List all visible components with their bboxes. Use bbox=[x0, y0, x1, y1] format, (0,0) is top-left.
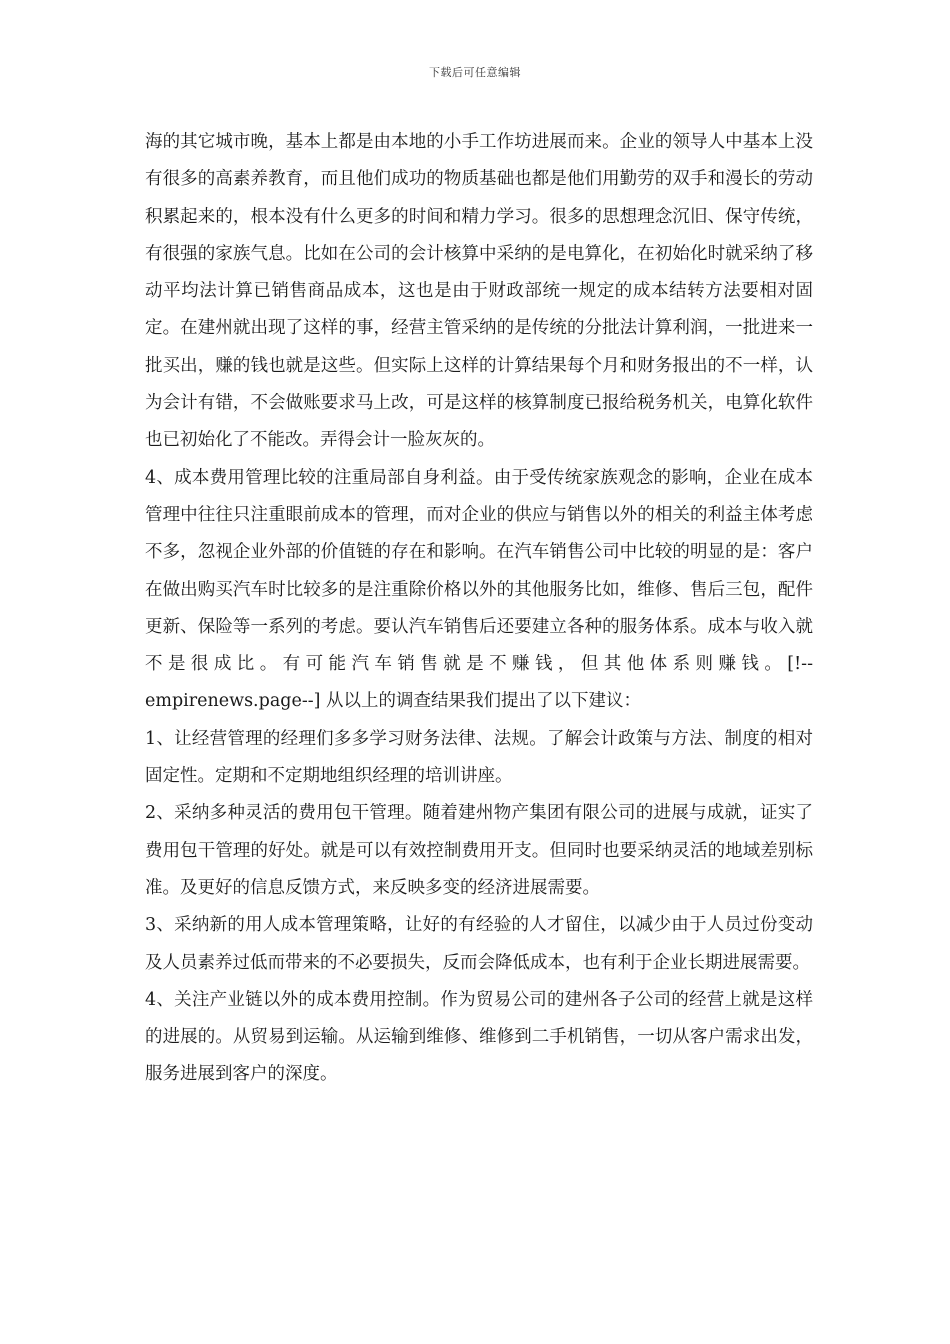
paragraph-point-4-cost-management: 4、成本费用管理比较的注重局部自身利益。由于受传统家族观念的影响，企业在成本管理中往往只注重眼前成本的管理，而对企业的供应与销售以外的相关的利益主体考虑不多，忽视企业外部的价值链的存在和影响。在汽车销售公司中比较的明显的是：客户在做出购买汽车时比较多的是注重除价格以外的其他服务比如，维修、售后三包，配件更新、保险等一系列的考虑。要认汽车销售后还要建立各种的服务体系。成本与收入就不是很成比。有可能汽车销售就是不赚钱，但其他体系则赚钱。[!--empirenews.page--] 从以上的调查结果我们提出了以下建议： bbox=[145, 467, 813, 712]
paragraph-suggestion-2: 2、采纳多种灵活的费用包干管理。随着建州物产集团有限公司的进展与成就，证实了费用包干管理的好处。就是可以有效控制费用开支。但同时也要采纳灵活的地域差别标准。及更好的信息反馈方式，来反映多变的经济进展需要。 bbox=[145, 803, 813, 898]
document-body bbox=[145, 124, 813, 1094]
page-header: 下载后可任意编辑 bbox=[429, 66, 521, 79]
paragraph-suggestion-4: 4、关注产业链以外的成本费用控制。作为贸易公司的建州各子公司的经营上就是这样的进展的。从贸易到运输。从运输到维修、维修到二手机销售，一切从客户需求出发，服务进展到客户的深度。 bbox=[145, 989, 813, 1085]
paragraph-suggestion-1: 1、让经营管理的经理们多多学习财务法律、法规。了解会计政策与方法、制度的相对固定性。定期和不定期地组织经理的培训讲座。 bbox=[145, 728, 813, 787]
paragraph-suggestion-3: 3、采纳新的用人成本管理策略，让好的有经验的人才留住，以减少由于人员过份变动及人员素养过低而带来的不必要损失，反而会降低成本，也有利于企业长期进展需要。 bbox=[145, 915, 813, 973]
paragraph-continuation: 海的其它城市晚，基本上都是由本地的小手工作坊进展而来。企业的领导人中基本上没有很多的高素养教育，而且他们成功的物质基础也都是他们用勤劳的双手和漫长的劳动积累起来的，根本没有什么更多的时间和精力学习。很多的思想理念沉旧、保守传统，有很强的家族气息。比如在公司的会计核算中采纳的是电算化，在初始化时就采纳了移动平均法计算已销售商品成本，这也是由于财政部统一规定的成本结转方法要相对固定。在建州就出现了这样的事，经营主管采纳的是传统的分批法计算利润，一批进来一批买出，赚的钱也就是这些。但实际上这样的计算结果每个月和财务报出的不一样，认为会计有错，不会做账要求马上改，可是这样的核算制度已报给税务机关，电算化软件也已初始化了不能改。弄得会计一脸灰灰的。 bbox=[145, 132, 813, 451]
